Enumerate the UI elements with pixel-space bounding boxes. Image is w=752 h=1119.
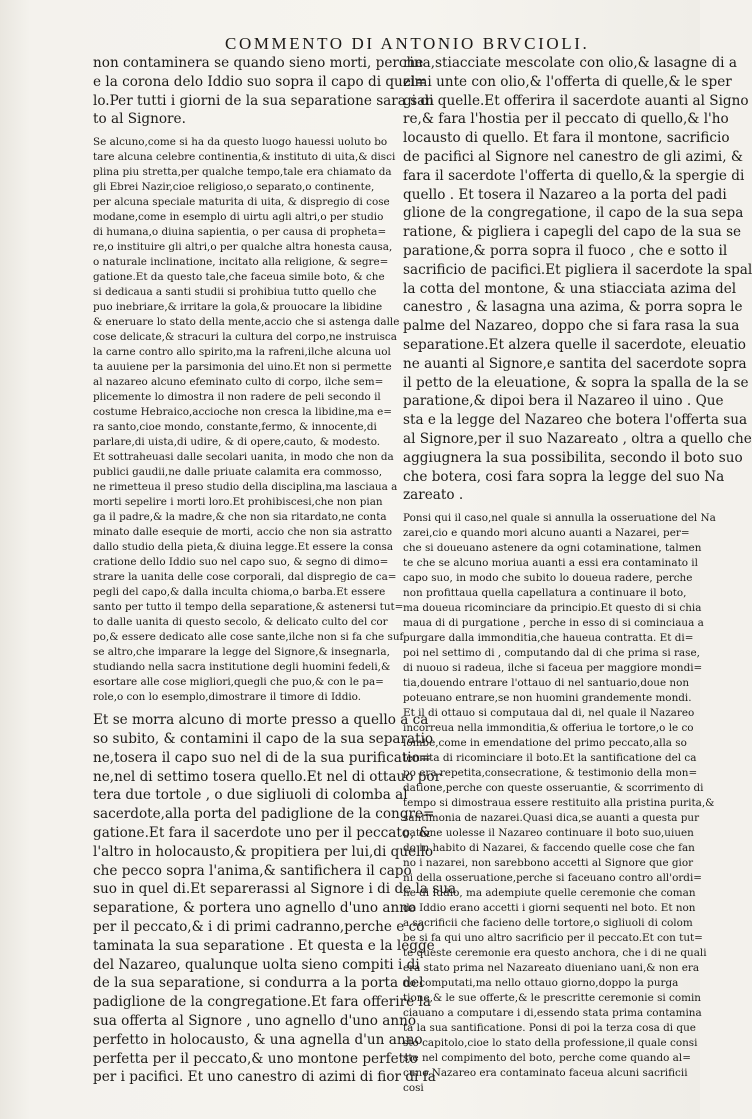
text-line: zarei,cio e quando mori alcuno auanti a Nazarei, per=: [403, 527, 690, 540]
text-line: re,o instituire gli altri,o per qualche altra honesta causa,: [93, 241, 393, 254]
text-line: be si fa qui uno altro sacrificio per il peccato.Et con tut=: [403, 932, 703, 945]
scripture-paragraph: [93, 54, 435, 129]
text-line: to dalle uanita di questo secolo, & delicato culto del cor: [93, 616, 388, 629]
text-line: aggiugnera la sua possibilita, secondo il boto suo: [403, 449, 743, 466]
text-line: sacerdote,alla porta del padiglione de la congre=: [93, 806, 435, 823]
scripture-paragraph: [93, 711, 457, 1087]
text-line: l'altro in holocausto,& propitiera per lui,di quello: [93, 843, 434, 860]
text-line: Et sottraheuasi dalle secolari uanita, in modo che non da: [93, 451, 394, 464]
text-line: locausto di quello. Et fara il montone, sacrificio: [403, 130, 730, 147]
text-line: so subito, & contamini il capo de la sua separatio: [93, 730, 434, 747]
text-line: de la sua separatione, si condurra a la porta del: [93, 975, 424, 992]
text-line: del Nazareo, qualunque uolta sieno compiti i di: [93, 956, 420, 973]
commentary-paragraph: [93, 135, 404, 705]
text-line: glione de la congregatione, il capo de la sua sepa: [403, 205, 744, 222]
text-line: che pecco sopra l'anima,& santifichera il capo: [93, 862, 412, 879]
text-line: suo in quel di.Et separerassi al Signore i di de la sua: [93, 881, 457, 898]
text-line: palme del Nazareo, doppo che si fara rasa la sua: [403, 318, 740, 335]
text-line: plicemente lo dimostra il non radere de peli secondo il: [93, 391, 381, 404]
text-line: la cotta del montone, & una stiacciata azima del: [403, 280, 737, 297]
scripture-paragraph: [403, 54, 752, 505]
text-line: ni della osseruatione,perche si faceuano contro all'ordi=: [403, 872, 702, 885]
text-line: quello . Et tosera il Nazareo a la porta del padi: [403, 186, 727, 203]
text-line: Et il di ottauo si computaua dal di, nel quale il Nazareo: [403, 707, 695, 720]
text-line: publici gaudii,ne dalle priuate calamita era commosso,: [93, 466, 383, 479]
text-line: perfetto in holocausto, & una agnella d'un anno: [93, 1031, 423, 1048]
text-line: ratione, & pigliera i capegli del capo de la sua se: [403, 224, 742, 241]
text-line: lennita di ricominciare il boto.Et la santificatione del ca: [403, 752, 697, 765]
text-line: perfetta per il peccato,& uno montone perfetto: [93, 1050, 418, 1067]
text-line: o naturale inclinatione, incitato alla religione, & segre=: [93, 256, 389, 269]
text-line: pegli del capo,& dalla inculta chioma,o barba.Et essere: [93, 586, 386, 599]
text-line: esortare alle cose migliori,quegli che puo,& con le pa=: [93, 676, 384, 689]
commentary-paragraph: [403, 511, 716, 1096]
text-line: al nazareo alcuno efeminato culto di corpo, ilche sem=: [93, 376, 384, 389]
text-line: rina,stiacciate mescolate con olio,& lasagne di a: [403, 55, 737, 71]
text-line: lo.Per tutti i giorni de la sua separatione sara san: [93, 92, 435, 109]
text-line: per il peccato,& i di primi cadranno,perche e co: [93, 918, 425, 935]
text-line: che botera, cosi fara sopra la legge del suo Na: [403, 468, 725, 485]
text-line: do in habito di Nazarei, & faccendo quelle cose che fan: [403, 842, 695, 855]
text-line: to al Signore.: [93, 111, 186, 128]
text-line: tione,& le sue offerte,& le prescritte ceremonie si comin: [403, 992, 701, 1005]
text-line: gatione uolesse il Nazareo continuare il boto suo,uiuen: [403, 827, 694, 840]
text-line: plina piu stretta,per qualche tempo,tale era chiamato da: [93, 166, 392, 179]
text-line: incorreua nella immonditia,& offeriua le tortore,o le co: [403, 722, 694, 735]
text-line: te queste ceremonie era questo anchora, che i di ne quali: [403, 947, 707, 960]
text-line: non profittaua quella capellatura a continuare il boto,: [403, 587, 687, 600]
right-column: [403, 54, 752, 1096]
text-line: tempo si dimostraua essere restituito alla pristina purita,&: [403, 797, 715, 810]
text-line: ne rimetteua il preso studio della disciplina,ma lasciaua a: [93, 481, 398, 494]
text-line: te che se alcuno moriua auanti a essi era contaminato il: [403, 557, 698, 570]
text-line: capo suo, in modo che subito lo doueua radere, perche: [403, 572, 693, 585]
text-line: paratione,& porra sopra il fuoco , che e sotto il: [403, 242, 728, 259]
text-line: cratione dello Iddio suo nel capo suo, & segno di dimo=: [93, 556, 389, 569]
text-line: no computati,ma nello ottauo giorno,doppo la purga: [403, 977, 679, 990]
text-line: maua di di purgatione , perche in esso di si cominciaua a: [403, 617, 704, 630]
text-line: ciauano a computare i di,essendo stata prima contamina: [403, 1007, 702, 1020]
text-line: se altro,che imparare la legge del Signore,& insegnarla,: [93, 646, 390, 659]
text-line: gatione.Et fara il sacerdote uno per il peccato, &: [93, 824, 431, 841]
text-line: da Iddio erano accetti i giorni sequenti nel boto. Et non: [403, 902, 696, 915]
text-line: la carne contro allo spirito,ma la rafreni,ilche alcuna uol: [93, 346, 391, 359]
text-line: di humana,o diuina sapientia, o per causa di propheta=: [93, 226, 387, 239]
text-line: di nuouo si radeua, ilche si faceua per maggiore mondi=: [403, 662, 703, 675]
text-line: Se alcuno,come si ha da questo luogo hauessi uoluto bo: [93, 136, 388, 149]
text-line: santimonia de nazarei.Quasi dica,se auanti a questa pur: [403, 812, 700, 825]
text-line: padiglione de la congregatione.Et fara offerire la: [93, 994, 431, 1011]
text-line: strare la uanita delle cose corporali, dal dispregio de ca=: [93, 571, 397, 584]
text-line: dallo studio della pieta,& diuina legge.Et essere la consa: [93, 541, 394, 554]
text-line: datione,perche con queste osseruantie, & scorrimento di: [403, 782, 704, 795]
text-line: ga il padre,& la madre,& che non sia ritardato,ne conta: [93, 511, 387, 524]
text-line: purgare dalla immonditia,che haueua contratta. Et di=: [403, 632, 694, 645]
text-line: al Signore,per il suo Nazareato , oltra a quello che: [403, 430, 752, 447]
text-line: tia,douendo entrare l'ottauo di nel santuario,doue non: [403, 677, 690, 690]
text-line: per i pacifici. Et uno canestro di azimi di fior di fa: [93, 1069, 436, 1086]
text-line: paratione,& dipoi bera il Nazareo il uino . Que: [403, 393, 724, 410]
text-line: po era repetita,consecratione, & testimonio della mon=: [403, 767, 698, 780]
text-line: de pacifici al Signore nel canestro de gli azimi, &: [403, 148, 743, 165]
text-line: no i nazarei, non sarebbono accetti al Signore que gior: [403, 857, 694, 870]
text-line: re,& fara l'hostia per il peccato di quello,& l'ho: [403, 111, 729, 128]
text-line: e la corona delo Iddio suo sopra il capo di quel=: [93, 73, 427, 90]
text-line: ta auuiene per la parsimonia del uino.Et non si permette: [93, 361, 392, 374]
text-line: po,& essere dedicato alle cose sante,ilche non si fa che suf: [93, 631, 404, 644]
text-line: modane,come in esemplo di uirtu agli altri,o per studio: [93, 211, 384, 224]
text-line: fara il sacerdote l'offerta di quello,& la spergie di: [403, 167, 745, 184]
text-line: ste nel compimento del boto, perche come quando al=: [403, 1052, 691, 1065]
text-line: ra santo,cioe mondo, constante,fermo, & innocente,di: [93, 421, 377, 434]
text-line: gatione.Et da questo tale,che faceua simile boto, & che: [93, 271, 385, 284]
text-line: studiando nella sacra institutione degli huomini fedeli,&: [93, 661, 391, 674]
text-line: role,o con lo esemplo,dimostrare il timore di Iddio.: [93, 691, 362, 704]
text-line: canestro , & lasagna una azima, & porra sopra le: [403, 299, 743, 316]
text-line: Et se morra alcuno di morte presso a quello a ca: [93, 712, 429, 729]
text-line: gli Ebrei Nazir,cioe religioso,o separato,o continente,: [93, 181, 375, 194]
text-line: parlare,di uista,di udire, & di opere,cauto, & modesto.: [93, 436, 381, 449]
text-line: si dedicaua a santi studii si prohibiua tutto quello che: [93, 286, 377, 299]
text-line: ne auanti al Signore,e santita del sacerdote sopra: [403, 355, 747, 372]
running-head: COMMENTO DI ANTONIO BRVCIOLI.: [225, 34, 590, 53]
text-line: lombe,come in emendatione del primo peccato,alla so: [403, 737, 687, 750]
text-line: cuno Nazareo era contaminato faceua alcuni sacrificii: [403, 1067, 688, 1080]
text-line: ma doueua ricominciare da principio.Et questo di si chia: [403, 602, 702, 615]
text-line: separatione.Et alzera quelle il sacerdote, eleuatio: [403, 336, 746, 353]
text-line: sto capitolo,cioe lo stato della professione,il quale consi: [403, 1037, 698, 1050]
text-line: separatione, & portera uno agnello d'uno anno: [93, 900, 417, 917]
text-line: morti sepelire i morti loro.Et prohibiscesi,che non pian: [93, 496, 383, 509]
text-line: ta la sua santificatione. Ponsi di poi la terza cosa di que: [403, 1022, 696, 1035]
text-line: tare alcuna celebre continentia,& instituto di uita,& disci: [93, 151, 396, 164]
text-line: ne,nel di settimo tosera quello.Et nel di ottauo por: [93, 768, 442, 785]
text-line: costume Hebraico,accioche non cresca la libidine,ma e=: [93, 406, 392, 419]
text-line: il petto de la eleuatione, & sopra la spalla de la se: [403, 374, 749, 391]
text-line: poteuano entrare,se non huomini grandemente mondi.: [403, 692, 692, 705]
text-line: che si doueuano astenere da ogni cotaminatione, talmen: [403, 542, 702, 555]
text-line: tera due tortole , o due sigliuoli di colomba al: [93, 787, 408, 804]
text-line: poi nel settimo di , computando dal di che prima si rase,: [403, 647, 700, 660]
text-line: taminata la sua separatione . Et questa e la legge: [93, 937, 435, 954]
text-line: ne di Iddio, ma adempiute quelle ceremonie che coman: [403, 887, 696, 900]
text-line: a sacrificii che facieno delle tortore,o sigliuoli di colom: [403, 917, 693, 930]
text-line: ne,tosera il capo suo nel di de la sua purificatio=: [93, 749, 432, 766]
text-line: & eneruare lo stato della mente,accio che si astenga dalle: [93, 316, 400, 329]
text-line: zimi unte con olio,& l'offerta di quelle,& le sper: [403, 73, 732, 90]
text-line: non contaminera se quando sieno morti, perche: [93, 55, 424, 71]
text-line: zareato .: [403, 487, 464, 504]
text-line: sta e la legge del Nazareo che botera l'offerta sua: [403, 412, 748, 429]
text-line: era stato prima nel Nazareato diueniano uani,& non era: [403, 962, 700, 975]
text-line: sua offerta al Signore , uno agnello d'uno anno: [93, 1012, 417, 1029]
text-line: minato dalle esequie de morti, accio che non sia astratto: [93, 526, 393, 539]
text-line: cosi: [403, 1082, 424, 1095]
text-line: santo per tutto il tempo della separatione,& astenersi tut=: [93, 601, 404, 614]
text-line: cose delicate,& stracuri la cultura del corpo,ne instruisca: [93, 331, 397, 344]
text-line: sacrificio de pacifici.Et pigliera il sacerdote la spal: [403, 261, 752, 278]
text-line: per alcuna speciale maturita di uita, & dispregio di cose: [93, 196, 390, 209]
text-line: gi di quelle.Et offerira il sacerdote auanti al Signo: [403, 92, 749, 109]
text-line: puo inebriare,& irritare la gola,& prouocare la libidine: [93, 301, 383, 314]
text-line: Ponsi qui il caso,nel quale si annulla la osseruatione del Na: [403, 512, 716, 525]
